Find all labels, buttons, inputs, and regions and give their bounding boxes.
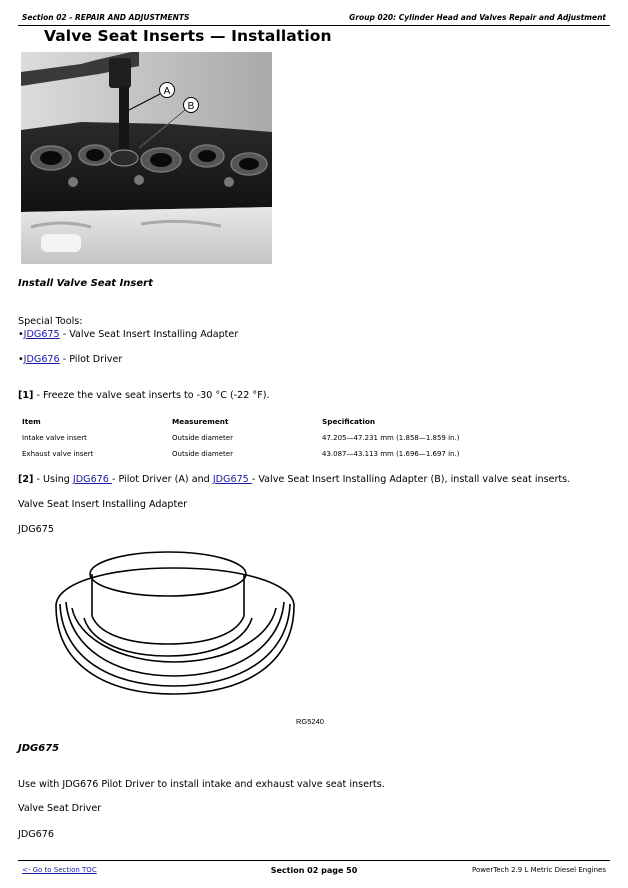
table-header-specification: Specification bbox=[322, 417, 376, 426]
usage-text: Use with JDG676 Pilot Driver to install intake and exhaust valve seat inserts. bbox=[18, 779, 385, 790]
step-text: - Freeze the valve seat inserts to -30 °C (-22 °F). bbox=[33, 390, 270, 401]
adapter-label: Valve Seat Insert Installing Adapter bbox=[18, 499, 188, 510]
tool-link-jdg675[interactable]: JDG675 bbox=[23, 329, 60, 340]
step-text: - Using bbox=[33, 474, 73, 485]
adapter-code: JDG675 bbox=[18, 524, 54, 535]
page-title: Valve Seat Inserts — Installation bbox=[44, 27, 332, 45]
step-link-jdg676[interactable]: JDG676 bbox=[72, 474, 112, 485]
section-header: Section 02 - REPAIR AND ADJUSTMENTS bbox=[22, 13, 190, 22]
page-number: Section 02 page 50 bbox=[270, 866, 358, 875]
step-number: [1] bbox=[18, 390, 34, 401]
tool-item-jdg675 bbox=[18, 329, 238, 340]
group-header: Group 020: Cylinder Head and Valves Repair and Adjustment bbox=[349, 13, 606, 22]
tool-desc: - Pilot Driver bbox=[59, 354, 123, 365]
special-tools-label: Special Tools: bbox=[18, 316, 83, 327]
step-number: [2] bbox=[18, 474, 34, 485]
step-2 bbox=[18, 474, 570, 485]
header-rule bbox=[18, 25, 610, 26]
bullet: • bbox=[18, 354, 24, 365]
adapter-drawing bbox=[44, 544, 304, 704]
table-header-measurement: Measurement bbox=[172, 417, 229, 426]
table-cell: Intake valve insert bbox=[22, 434, 87, 442]
driver-label: Valve Seat Driver bbox=[18, 803, 102, 814]
driver-code: JDG676 bbox=[18, 829, 54, 840]
tool-link-jdg676[interactable]: JDG676 bbox=[23, 354, 60, 365]
bullet: • bbox=[18, 329, 24, 340]
step-link-jdg675[interactable]: JDG675 bbox=[212, 474, 252, 485]
table-cell: Outside diameter bbox=[172, 434, 233, 442]
figure-reference: RG5240 bbox=[296, 717, 324, 726]
step-text: - Valve Seat Insert Installing Adapter (B), install valve seat inserts. bbox=[251, 474, 571, 485]
figure-caption: JDG675 bbox=[18, 743, 60, 754]
product-name: PowerTech 2.9 L Metric Diesel Engines bbox=[472, 866, 606, 874]
callout-a: A bbox=[163, 86, 171, 97]
tool-desc: - Valve Seat Insert Installing Adapter bbox=[59, 329, 239, 340]
install-heading: Install Valve Seat Insert bbox=[18, 278, 153, 289]
table-cell: Outside diameter bbox=[172, 450, 233, 458]
cylinder-head-photo bbox=[21, 52, 272, 264]
step-text: - Pilot Driver (A) and bbox=[111, 474, 213, 485]
table-cell: 47.205—47.231 mm (1.858—1.859 in.) bbox=[322, 434, 460, 442]
tool-item-jdg676 bbox=[18, 354, 122, 365]
step-1 bbox=[18, 390, 270, 401]
table-header-item: Item bbox=[22, 417, 41, 426]
table-cell: Exhaust valve insert bbox=[22, 450, 94, 458]
table-cell: 43.087—43.113 mm (1.696—1.697 in.) bbox=[322, 450, 460, 458]
footer-rule bbox=[18, 860, 610, 861]
section-toc-link[interactable]: <- Go to Section TOC bbox=[22, 866, 97, 874]
callout-b: B bbox=[187, 101, 195, 112]
